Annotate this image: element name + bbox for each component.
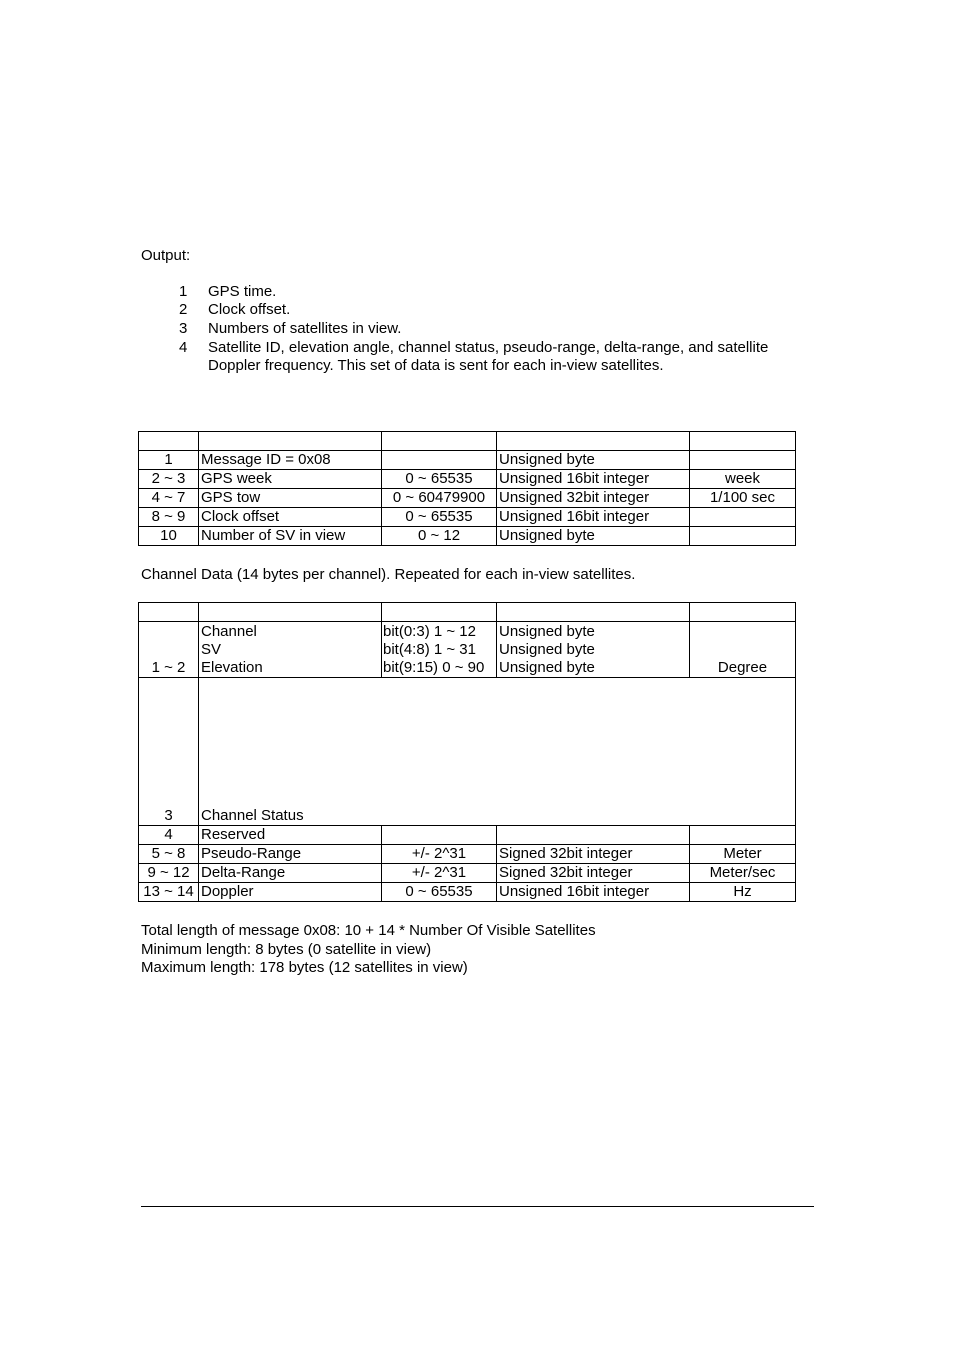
channel-data-note: Channel Data (14 bytes per channel). Repeated for each in-view satellites. [141,566,636,583]
table-row [139,489,796,508]
type-cell: Unsigned 16bit integer [497,883,690,902]
table-row [139,845,796,864]
unit-cell: 1/100 sec [690,489,796,508]
minimum-length-note: Minimum length: 8 bytes (0 satellite in view) [141,941,432,958]
type-cell [497,622,690,678]
unit-cell: Meter/sec [690,864,796,883]
type-elevation: Unsigned byte [499,659,595,676]
header-cell [199,432,382,451]
total-length-note: Total length of message 0x08: 10 + 14 * Number Of Visible Satellites [141,922,596,939]
maximum-length-note: Maximum length: 178 bytes (12 satellites in view) [141,959,468,976]
table-row-channel-status [139,678,796,826]
range-cell [382,622,497,678]
list-item-text: GPS time. [208,283,277,300]
table-row [139,508,796,527]
table-row [139,451,796,470]
range-cell: 0 ~ 65535 [382,470,497,489]
header-cell [497,603,690,622]
unit-cell [690,508,796,527]
header-cell [199,603,382,622]
unit-cell: Degree [690,622,796,678]
type-cell: Unsigned byte [497,527,690,546]
table-header-row [139,603,796,622]
byte-cell: 13 ~ 14 [139,883,199,902]
field-channel: Channel [201,623,257,640]
type-cell: Unsigned 16bit integer [497,470,690,489]
channel-table [138,602,796,902]
type-cell: Signed 32bit integer [497,845,690,864]
list-item-number: 3 [179,320,188,337]
message-table [138,431,796,546]
header-cell [382,432,497,451]
type-cell: Unsigned byte [497,451,690,470]
byte-cell: 2 ~ 3 [139,470,199,489]
field-cell [199,622,382,678]
unit-cell [690,826,796,845]
byte-cell: 8 ~ 9 [139,508,199,527]
table-row [139,622,796,678]
unit-cell: Hz [690,883,796,902]
header-cell [139,603,199,622]
table-header-row [139,432,796,451]
field-cell: Clock offset [199,508,382,527]
type-cell: Signed 32bit integer [497,864,690,883]
field-elevation: Elevation [201,659,263,676]
unit-cell [690,527,796,546]
table-row [139,470,796,489]
byte-cell: 4 ~ 7 [139,489,199,508]
range-cell: +/- 2^31 [382,864,497,883]
header-cell [139,432,199,451]
range-cell [382,451,497,470]
byte-cell: 1 ~ 2 [139,622,199,678]
table-row [139,883,796,902]
field-cell: Channel Status [199,678,796,826]
byte-cell: 1 [139,451,199,470]
range-cell: 0 ~ 65535 [382,883,497,902]
unit-cell [690,451,796,470]
list-item-number: 2 [179,301,188,318]
byte-cell: 4 [139,826,199,845]
header-cell [690,432,796,451]
type-channel: Unsigned byte [499,623,595,640]
range-sv: bit(4:8) 1 ~ 31 [383,641,476,658]
byte-cell: 10 [139,527,199,546]
list-item-text: Satellite ID, elevation angle, channel status, pseudo-range, delta-range, and satellite [208,339,769,356]
header-cell [497,432,690,451]
field-cell: Message ID = 0x08 [199,451,382,470]
byte-cell: 5 ~ 8 [139,845,199,864]
field-cell: Doppler [199,883,382,902]
field-cell: Delta-Range [199,864,382,883]
footer-divider [141,1206,814,1207]
header-cell [690,603,796,622]
field-cell: Pseudo-Range [199,845,382,864]
range-cell: +/- 2^31 [382,845,497,864]
byte-cell: 3 [139,678,199,826]
field-sv: SV [201,641,222,658]
range-channel: bit(0:3) 1 ~ 12 [383,623,476,640]
type-sv: Unsigned byte [499,641,595,658]
list-item-number: 4 [179,339,188,356]
list-item-text: Clock offset. [208,301,291,318]
type-cell [497,826,690,845]
list-item-text: Numbers of satellites in view. [208,320,402,337]
list-item-text-continued: Doppler frequency. This set of data is sent for each in-view satellites. [208,357,664,374]
field-cell: Number of SV in view [199,527,382,546]
range-cell: 0 ~ 12 [382,527,497,546]
type-cell: Unsigned 32bit integer [497,489,690,508]
table-row [139,864,796,883]
unit-cell: Meter [690,845,796,864]
range-cell: 0 ~ 65535 [382,508,497,527]
unit-cell: week [690,470,796,489]
table-row [139,527,796,546]
type-cell: Unsigned 16bit integer [497,508,690,527]
range-cell: 0 ~ 60479900 [382,489,497,508]
range-cell [382,826,497,845]
list-item-number: 1 [179,283,188,300]
output-label: Output: [141,247,191,264]
range-elevation: bit(9:15) 0 ~ 90 [383,659,485,676]
field-cell: GPS tow [199,489,382,508]
table-row [139,826,796,845]
field-cell: GPS week [199,470,382,489]
byte-cell: 9 ~ 12 [139,864,199,883]
header-cell [382,603,497,622]
field-cell: Reserved [199,826,382,845]
